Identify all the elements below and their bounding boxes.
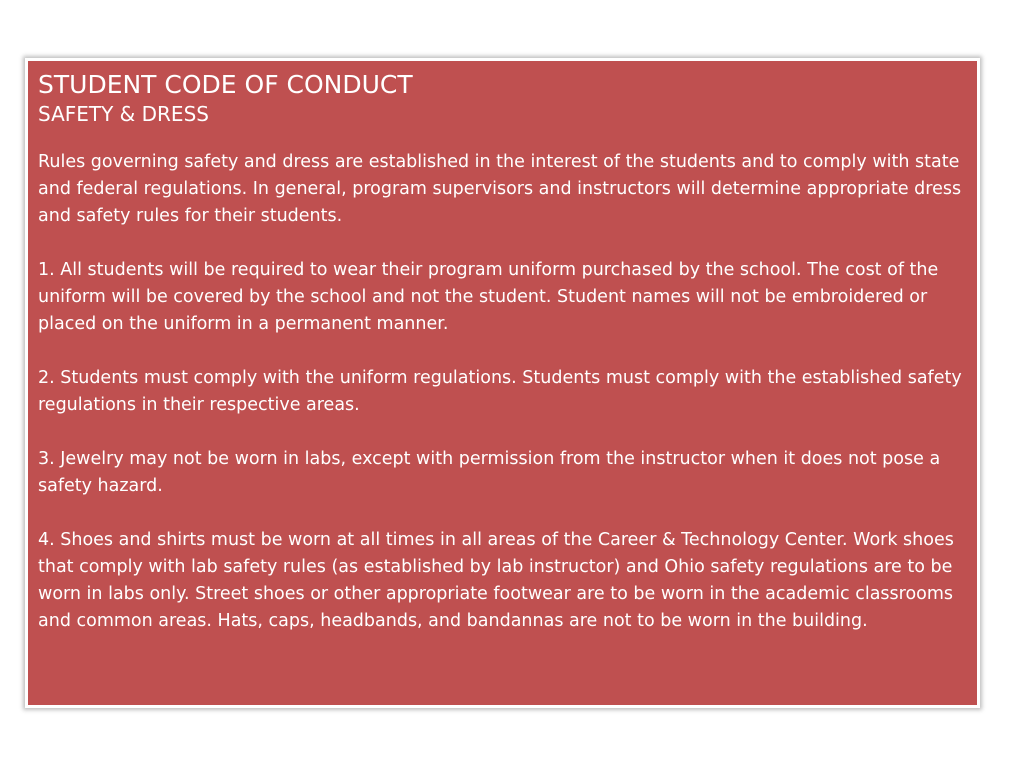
content-panel bbox=[25, 58, 980, 708]
page-title: STUDENT CODE OF CONDUCT bbox=[38, 70, 413, 99]
rule-3-paragraph: 3. Jewelry may not be worn in labs, except with permission from the instructor when it does not pose a safety hazard. bbox=[38, 449, 941, 496]
page-subtitle: SAFETY & DRESS bbox=[38, 102, 209, 126]
rule-2-paragraph: 2. Students must comply with the uniform regulations. Students must comply with the established safety regulations in their respective areas. bbox=[38, 368, 962, 415]
rule-1-paragraph: 1. All students will be required to wear their program uniform purchased by the school. The cost of the uniform will be covered by the school and not the student. Student names will not be embroidered or placed on the uniform in a permanent manner. bbox=[38, 260, 939, 334]
intro-paragraph: Rules governing safety and dress are established in the interest of the students and to comply with state and federal regulations. In general, program supervisors and instructors will determine appropriate dress and safety rules for their students. bbox=[38, 152, 962, 226]
rule-4-paragraph: 4. Shoes and shirts must be worn at all times in all areas of the Career & Technology Center. Work shoes that comply with lab safety rules (as established by lab instructor) and Ohio safety regulations are to be worn in labs only. Street shoes or other appropriate footwear are to be worn in the academic classrooms and common areas. Hats, caps, headbands, and bandannas are not to be worn in the building. bbox=[38, 530, 954, 631]
